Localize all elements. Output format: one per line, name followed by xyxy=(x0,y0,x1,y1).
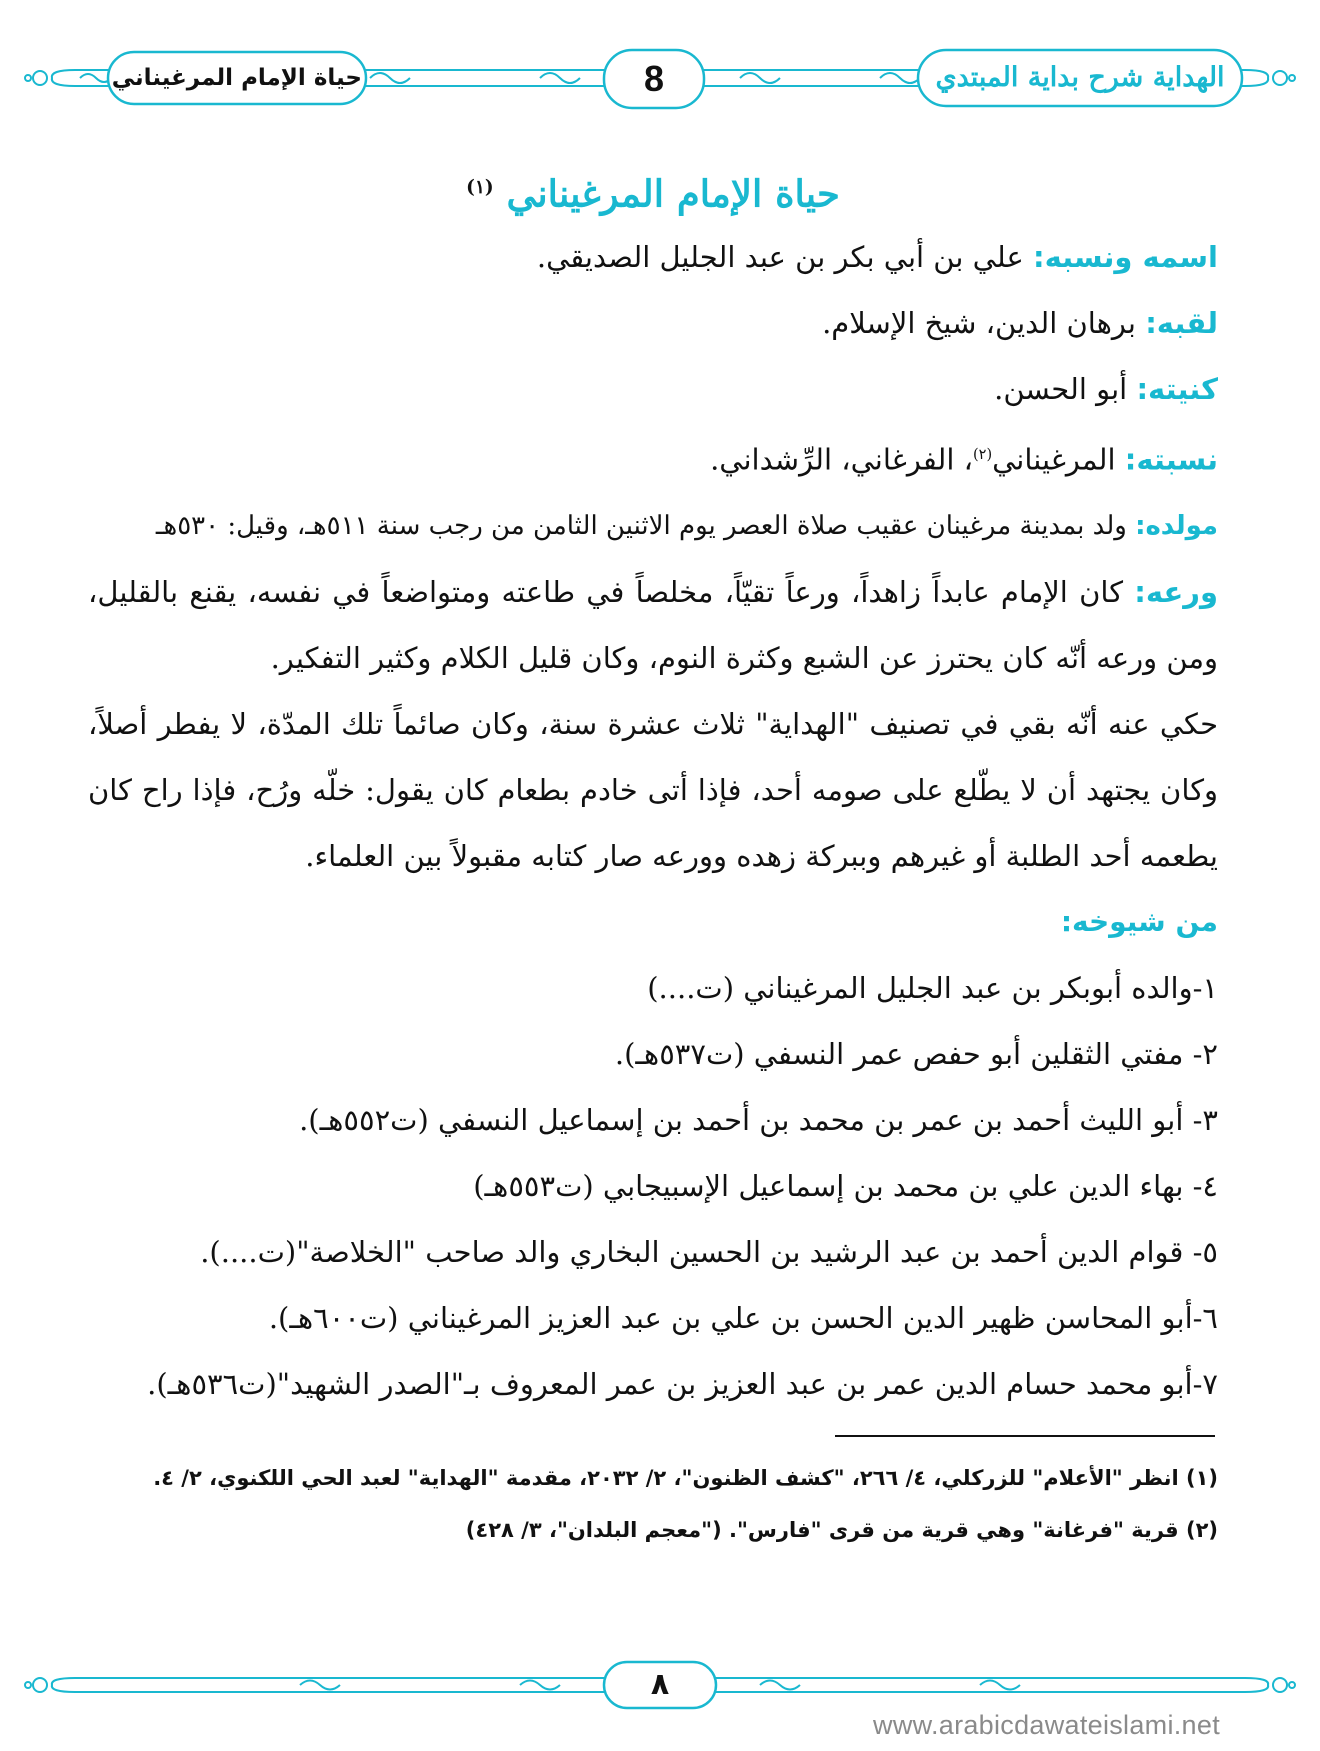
entry-label: نسبته: xyxy=(1124,442,1218,477)
entry-label: مولده: xyxy=(1135,510,1218,541)
teachers-heading: من شيوخه: xyxy=(1060,904,1218,938)
teacher-item: ٤- بهاء الدين علي بن محمد بن إسماعيل الإسبيجابي (ت٥٥٣هـ) xyxy=(473,1168,1218,1203)
chapter-title: حياة الإمام المرغيناني xyxy=(111,65,362,91)
footer-page-number: ٨ xyxy=(650,1667,670,1702)
teacher-item: ٣- أبو الليث أحمد بن عمر بن محمد بن أحمد بن إسماعيل النسفي (ت٥٥٢هـ). xyxy=(299,1102,1218,1137)
book-title: الهداية شرح بداية المبتدي xyxy=(935,62,1225,93)
entry-text: ولد بمدينة مرغينان عقيب صلاة العصر يوم الاثنين الثامن من رجب سنة ٥١١هـ، وقيل: ٥٣٠هـ xyxy=(155,510,1136,541)
entry-lineage xyxy=(88,422,1218,493)
teacher-item: ٢- مفتي الثقلين أبو حفص عمر النسفي (ت٥٣٧هـ). xyxy=(614,1036,1218,1071)
entry-text: كان الإمام عابداً زاهداً، ورعاً تقيّاً، مخلصاً في طاعته ومتواضعاً في نفسه، يقنع بالقليل، ومن ورعه أنّه كان يحترز عن الشبع وكثرة النوم، وكان قليل الكلام وكثير التفكير. xyxy=(88,574,1218,675)
entry-piety xyxy=(88,559,1218,691)
header-page-number: 8 xyxy=(643,58,665,99)
entry-text: علي بن أبي بكر بن عبد الجليل الصديقي. xyxy=(536,240,1033,274)
entry-name xyxy=(88,224,1218,290)
footnote: (١) انظر "الأعلام" للزركلي، ٤/ ٢٦٦، "كشف الظنون"، ٢/ ٢٠٣٢، مقدمة "الهداية" لعبد الحي اللكنوي، ٢/ ٤. xyxy=(153,1466,1218,1490)
page-body xyxy=(88,158,1218,1417)
teacher-item: ٦-أبو المحاسن ظهير الدين الحسن بن علي بن عبد العزيز المرغيناني (ت٦٠٠هـ). xyxy=(268,1300,1218,1335)
entry-birth xyxy=(88,493,1218,559)
teacher-item: ١-والده أبوبكر بن عبد الجليل المرغيناني (ت....) xyxy=(647,970,1218,1005)
footnote-ref-1: (١) xyxy=(466,177,494,198)
entry-text: أبو الحسن. xyxy=(994,372,1137,406)
section-title-text: حياة الإمام المرغيناني xyxy=(506,171,840,216)
entry-text: المرغيناني xyxy=(992,442,1125,477)
entry-text: برهان الدين، شيخ الإسلام. xyxy=(822,306,1146,340)
entry-label: كنيته: xyxy=(1136,372,1218,406)
story-paragraph: حكي عنه أنّه بقي في تصنيف "الهداية" ثلاث عشرة سنة، وكان صائماً تلك المدّة، لا يفطر أصلاً، وكان يجتهد أن لا يطّلع على صومه أحد، فإذا أتى خادم بطعام كان يقول: خلّه ورُح، فإذا راح كان يطعمه أحد الطلبة أو غيرهم وببركة زهده وورعه صار كتابه مقبولاً بين العلماء. xyxy=(88,706,1218,873)
entry-kunya xyxy=(88,356,1218,422)
teacher-item: ٥- قوام الدين أحمد بن عبد الرشيد بن الحسين البخاري والد صاحب "الخلاصة"(ت....). xyxy=(200,1234,1218,1269)
footnotes xyxy=(88,1452,1218,1556)
entry-label: اسمه ونسبه: xyxy=(1032,240,1218,274)
section-title xyxy=(88,158,1218,224)
website-url: www.arabicdawateislami.net xyxy=(873,1710,1220,1740)
entry-label: لقبه: xyxy=(1145,306,1218,340)
footnote: (٢) قرية "فرغانة" وهي قرية من قرى "فارس". ("معجم البلدان"، ٣/ ٤٢٨) xyxy=(465,1518,1218,1542)
entry-title xyxy=(88,290,1218,356)
page-header xyxy=(0,0,1320,160)
entry-text: ، الفرغاني، الرِّشداني. xyxy=(710,442,973,477)
teacher-item: ٧-أبو محمد حسام الدين عمر بن عبد العزيز بن عمر المعروف بـ"الصدر الشهيد"(ت٥٣٦هـ). xyxy=(147,1366,1218,1401)
footnote-separator xyxy=(835,1435,1215,1437)
footnote-ref-2: (٢) xyxy=(972,447,993,463)
entry-label: ورعه: xyxy=(1134,574,1218,609)
